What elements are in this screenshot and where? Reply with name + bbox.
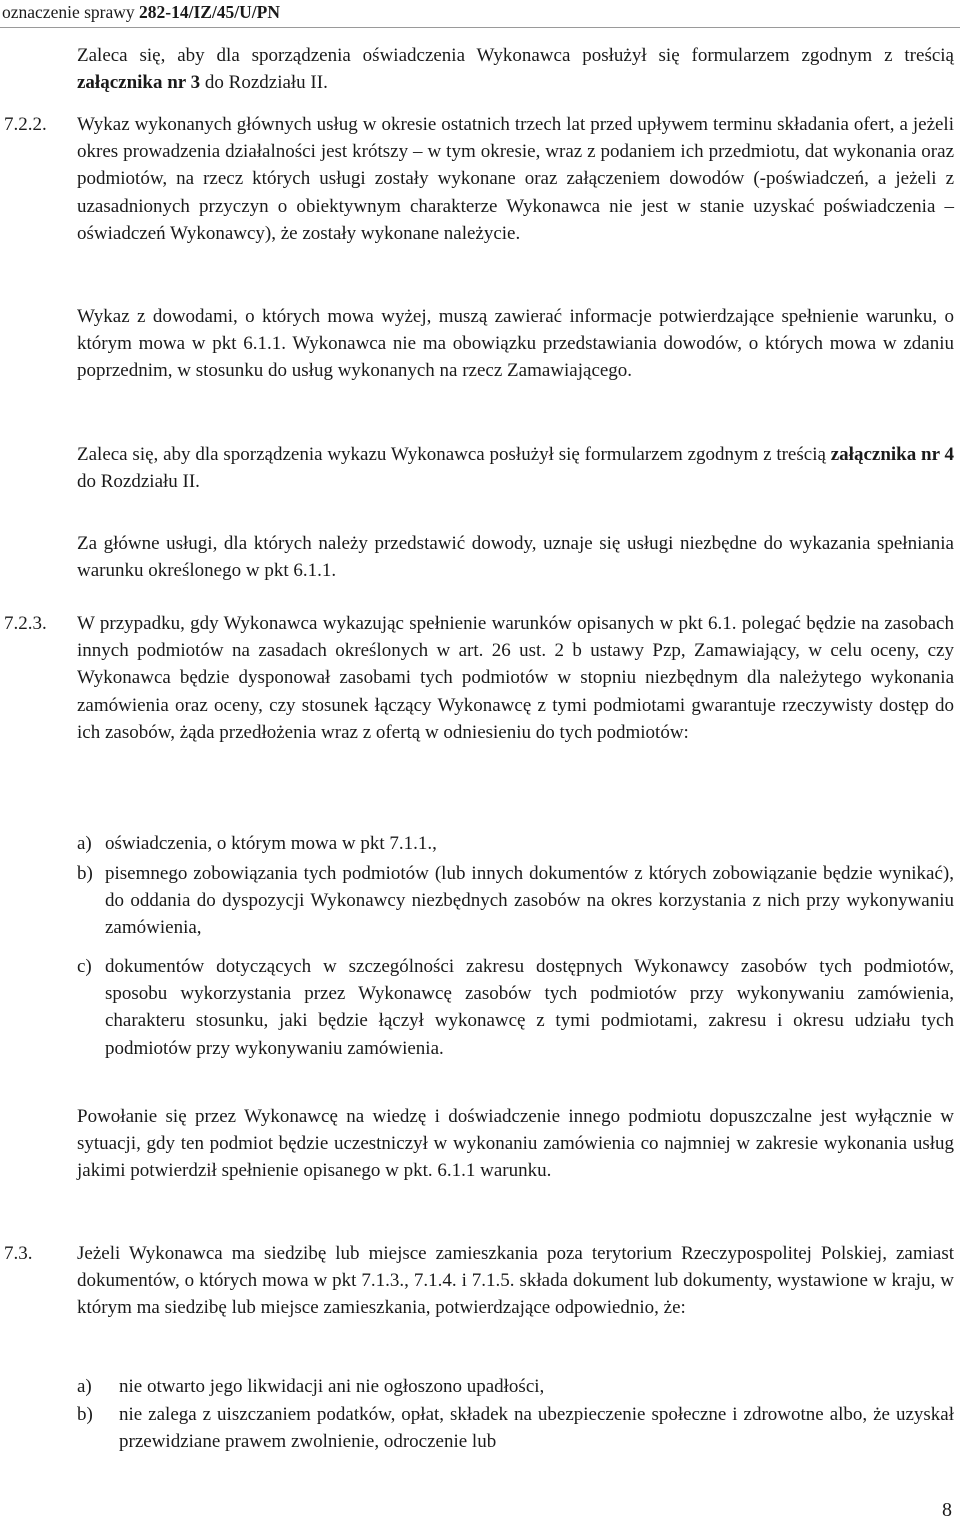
paragraph-main-services: Za główne usługi, dla których należy przedstawić dowody, uznaje się usługi niezbędne do wykazania spełniania warunku określonego w pkt 6.1.1. bbox=[77, 533, 954, 582]
page-number: 8 bbox=[942, 1499, 952, 1521]
list2-item-a: nie otwarto jego likwidacji ani nie ogłoszono upadłości, bbox=[119, 1376, 545, 1397]
paragraph-recommendation-4 bbox=[77, 441, 954, 495]
section-7-3-text: Jeżeli Wykonawca ma siedzibę lub miejsce zamieszkania poza terytorium Rzeczypospolitej Polskiej, zamiast dokumentów, o których mowa w pkt 7.1.3., 7.1.4. i 7.1.5. składa dokument lub dokumenty, wystawione w kraju, w którym ma siedzibę lub miejsce zamieszkania, potwierdzające odpowiednio, że: bbox=[77, 1243, 954, 1319]
section-7-2-2-text: Wykaz wykonanych głównych usług w okresie ostatnich trzech lat przed upływem terminu składania ofert, a jeżeli okres prowadzenia działalności jest krótszy – w tym okresie, wraz z podaniem ich przedmiotu, dat wykonania oraz podmiotów, na rzecz których usługi zostały wykonane oraz załączeniem dowodów (-poświadczeń, a jeżeli z uzasadnionych przyczyn o obiektywnym charakterze Wykonawca nie jest w stanie uzyskać poświadczenia – oświadczeń Wykonawcy), że zostały wykonane należycie. bbox=[77, 114, 954, 244]
list-label-c: c) bbox=[77, 956, 92, 977]
paragraph-knowledge-experience: Powołanie się przez Wykonawcę na wiedzę i doświadczenie innego podmiotu dopuszczalne jest wyłącznie w sytuacji, gdy ten podmiot będzie uczestniczył w wykonaniu zamówienia co najmniej w zakresie wykonania usług jakimi potwierdził spełnienie opisanego w pkt. 6.1.1 warunku. bbox=[77, 1106, 954, 1182]
section-7-2-3-text: W przypadku, gdy Wykonawca wykazując spełnienie warunków opisanych w pkt 6.1. polegać będzie na zasobach innych podmiotów na zasadach określonych w art. 26 ust. 2 b ustawy Pzp, Zamawiający, w celu oceny, czy Wykonawca będzie dysponował zasobami tych podmiotów w stopniu niezbędnym dla należytego wykonania zamówienia oraz oceny, czy stosunek łączący Wykonawcę z tymi podmiotami gwarantuje rzeczywisty dostęp do ich zasobów, żąda przedłożenia wraz z ofertą w odniesieniu do tych podmiotów: bbox=[77, 613, 954, 743]
section-number-7-2-2: 7.2.2. bbox=[4, 114, 47, 135]
text: do Rozdziału II. bbox=[200, 72, 328, 94]
list-item-b: pisemnego zobowiązania tych podmiotów (lub innych dokumentów z których zobowiązanie będzie wynikać), do oddania do dyspozycji Wykonawcy niezbędnych zasobów na okres korzystania z nich przy wykonywaniu zamówienia, bbox=[105, 863, 954, 939]
list-item-a: oświadczenia, o którym mowa w pkt 7.1.1., bbox=[105, 833, 437, 854]
attachment-ref: załącznika nr 4 bbox=[830, 444, 955, 465]
text: Zaleca się, aby dla sporządzenia oświadczenia Wykonawca posłużył się formularzem zgodnym z treścią bbox=[77, 45, 954, 66]
case-number: 282-14/IZ/45/U/PN bbox=[139, 2, 280, 22]
list-label-b: b) bbox=[77, 863, 93, 884]
list-label-a: a) bbox=[77, 833, 92, 854]
list2-item-b: nie zalega z uiszczaniem podatków, opłat, składek na ubezpieczenie społeczne i zdrowotne albo, że uzyskał przewidziane prawem zwolnienie, odroczenie lub bbox=[119, 1404, 954, 1453]
paragraph-recommendation-3 bbox=[77, 42, 954, 96]
case-reference bbox=[2, 2, 280, 23]
section-number-7-3: 7.3. bbox=[4, 1243, 33, 1264]
section-number-7-2-3: 7.2.3. bbox=[4, 613, 47, 634]
list-item-c: dokumentów dotyczących w szczególności zakresu dostępnych Wykonawcy zasobów tych podmiotów, sposobu wykorzystania przez Wykonawcę zasobów tych podmiotów przy wykonywaniu zamówienia, charakteru stosunku, jaki będzie łączył wykonawcę z tymi podmiotami, zakresu i okresu udziału tych podmiotów przy wykonywaniu zamówienia. bbox=[105, 956, 954, 1059]
attachment-ref: załącznika nr 3 bbox=[77, 72, 201, 94]
list2-label-b: b) bbox=[77, 1404, 93, 1425]
page-header bbox=[0, 0, 960, 28]
paragraph-evidence: Wykaz z dowodami, o których mowa wyżej, muszą zawierać informacje potwierdzające spełnienie warunku, o którym mowa w pkt 6.1.1. Wykonawca nie ma obowiązku przedstawiania dowodów, o których mowa w zdaniu poprzednim, w stosunku do usług wykonanych na rzecz Zamawiającego. bbox=[77, 306, 954, 382]
case-reference-label: oznaczenie sprawy bbox=[2, 2, 140, 22]
text: do Rozdziału II. bbox=[77, 471, 200, 493]
list2-label-a: a) bbox=[77, 1376, 92, 1397]
text: Zaleca się, aby dla sporządzenia wykazu Wykonawca posłużył się formularzem zgodnym z treścią bbox=[77, 444, 831, 465]
